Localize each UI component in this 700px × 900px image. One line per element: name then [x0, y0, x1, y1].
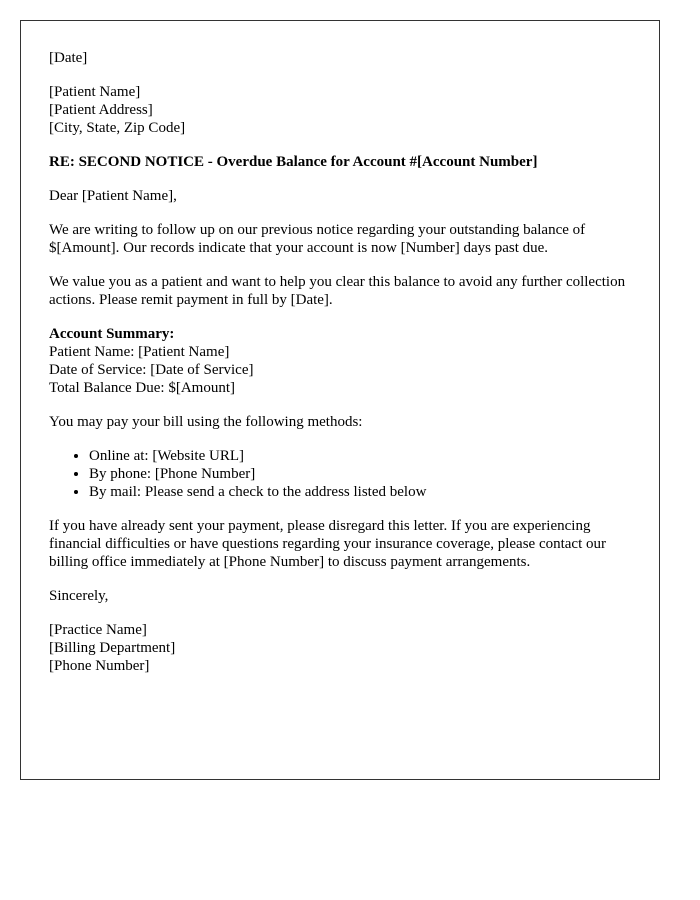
- signature-phone: [Phone Number]: [49, 658, 150, 674]
- summary-date-of-service: Date of Service: [Date of Service]: [49, 362, 254, 378]
- subject-line: RE: SECOND NOTICE - Overdue Balance for Account #[Account Number]: [49, 154, 538, 170]
- payment-method-mail: • By mail: Please send a check to the address listed below: [89, 483, 631, 501]
- letter-date: [Date]: [49, 50, 88, 66]
- summary-patient-name: Patient Name: [Patient Name]: [49, 344, 230, 360]
- account-summary: [49, 325, 631, 397]
- recipient-address: [Patient Address]: [49, 102, 153, 118]
- signature-department: [Billing Department]: [49, 640, 176, 656]
- salutation: Dear [Patient Name],: [49, 188, 177, 204]
- body-paragraph-1: We are writing to follow up on our previous notice regarding your outstanding balance of $[Amount]. Our records indicate that your account is now [Number] days past due.: [49, 222, 586, 256]
- body-paragraph-3: If you have already sent your payment, please disregard this letter. If you are experiencing financial difficulties or have questions regarding your insurance coverage, please contact our billing office immediately at [Phone Number] to discuss payment arrangements.: [49, 518, 607, 570]
- signature-block: [49, 621, 631, 675]
- payment-intro: You may pay your bill using the following methods:: [49, 414, 363, 430]
- closing: Sincerely,: [49, 588, 109, 604]
- payment-methods-list: [49, 447, 631, 501]
- payment-method-phone: • By phone: [Phone Number]: [89, 465, 631, 483]
- recipient-name: [Patient Name]: [49, 84, 141, 100]
- summary-total-balance: Total Balance Due: $[Amount]: [49, 380, 235, 396]
- body-paragraph-2: We value you as a patient and want to help you clear this balance to avoid any further collection actions. Please remit payment in full by [Date].: [49, 274, 626, 308]
- recipient-city-state-zip: [City, State, Zip Code]: [49, 120, 186, 136]
- letter-page: [20, 20, 660, 780]
- recipient-block: [49, 83, 631, 137]
- signature-practice: [Practice Name]: [49, 622, 147, 638]
- payment-method-online: • Online at: [Website URL]: [89, 447, 631, 465]
- account-summary-heading: Account Summary:: [49, 326, 175, 342]
